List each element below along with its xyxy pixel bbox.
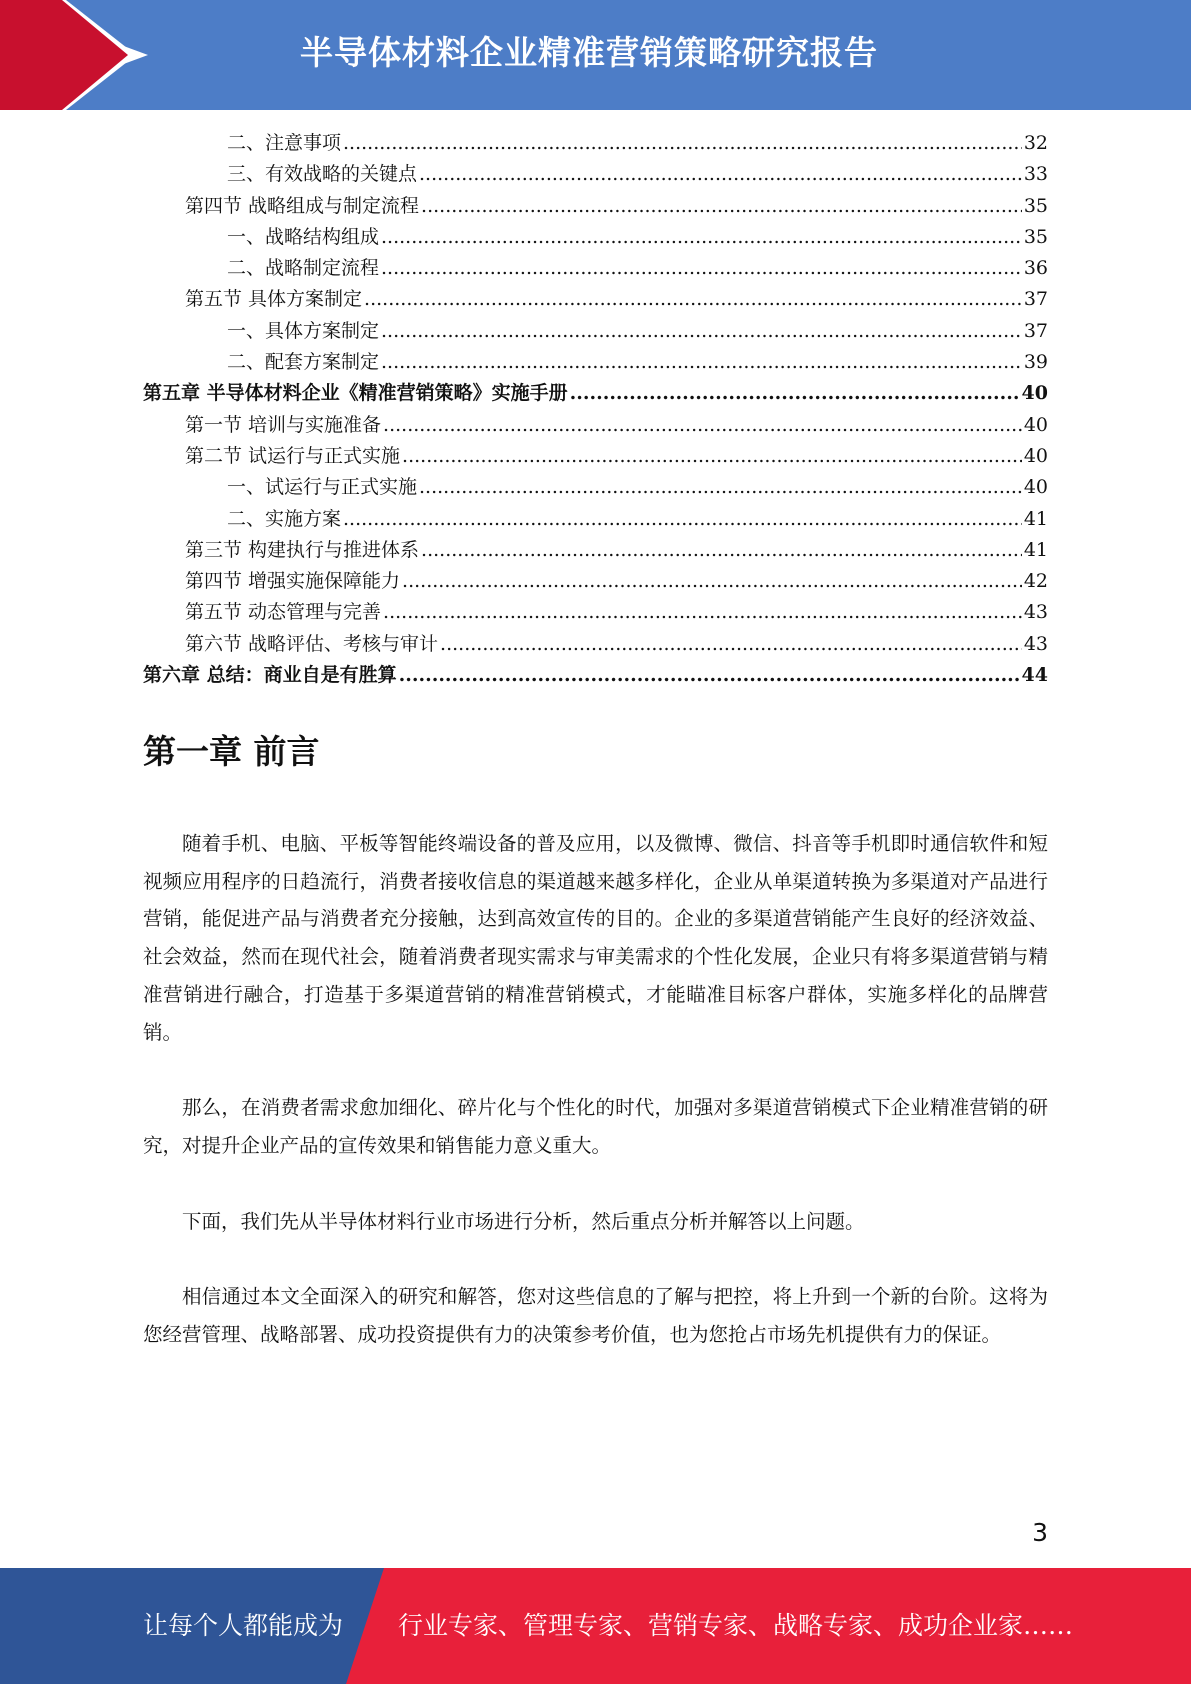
toc-entry-page: 40 (1023, 413, 1048, 436)
toc-entry-label: 第一节 培训与实施准备 (185, 413, 382, 436)
toc-entry-page: 41 (1023, 507, 1048, 530)
toc-dot-leader (421, 191, 1022, 222)
toc-entry-page: 40 (1021, 382, 1048, 405)
toc-entry-page: 32 (1023, 132, 1048, 154)
toc-entry[interactable] (143, 535, 1048, 566)
toc-entry-label: 二、注意事项 (227, 132, 342, 154)
toc-entry-label: 第二节 试运行与正式实施 (185, 444, 401, 467)
chapter-body (143, 825, 1048, 1392)
toc-entry-label: 第六章 总结：商业自是有胜算 (143, 664, 397, 687)
toc-entry-page: 42 (1023, 570, 1048, 593)
report-title: 半导体材料企业精准营销策略研究报告 (300, 33, 878, 72)
toc-entry[interactable] (143, 159, 1048, 190)
toc-dot-leader (440, 629, 1022, 660)
toc-dot-leader (421, 535, 1022, 566)
toc-dot-leader (402, 441, 1022, 472)
body-paragraph: 相信通过本文全面深入的研究和解答，您对这些信息的了解与把控，将上升到一个新的台阶。这将为您经营管理、战略部署、成功投资提供有力的决策参考价值，也为您抢占市场先机提供有力的保证。 (143, 1285, 1048, 1347)
table-of-contents (143, 128, 1048, 691)
toc-entry-page: 44 (1021, 664, 1048, 687)
toc-entry[interactable] (143, 378, 1048, 409)
page-number: 3 (1032, 1518, 1048, 1547)
body-paragraph: 下面，我们先从半导体材料行业市场进行分析，然后重点分析并解答以上问题。 (182, 1209, 865, 1233)
toc-dot-leader (343, 128, 1022, 159)
footer-slogan-right: 行业专家、管理专家、营销专家、战略专家、成功企业家…… (398, 1611, 1074, 1640)
toc-entry[interactable] (143, 410, 1048, 441)
toc-entry-label: 二、实施方案 (227, 507, 342, 530)
toc-entry-label: 三、有效战略的关键点 (227, 163, 418, 186)
body-paragraph: 随着手机、电脑、平板等智能终端设备的普及应用，以及微博、微信、抖音等手机即时通信软件和短视频应用程序的日趋流行，消费者接收信息的渠道越来越多样化，企业从单渠道转换为多渠道对产品进行营销，能促进产品与消费者充分接触，达到高效宣传的目的。企业的多渠道营销能产生良好的经济效益、社会效益，然而在现代社会，随着消费者现实需求与审美需求的个性化发展，企业只有将多渠道营销与精准营销进行融合，打造基于多渠道营销的精准营销模式，才能瞄准目标客户群体，实施多样化的品牌营销。 (143, 832, 1048, 1044)
chapter-heading: 第一章 前言 (143, 732, 320, 771)
toc-entry-label: 一、试运行与正式实施 (227, 476, 418, 499)
toc-entry-label: 第六节 战略评估、考核与审计 (185, 632, 439, 655)
page-header (0, 0, 1191, 110)
toc-entry-label: 二、配套方案制定 (227, 351, 380, 374)
toc-entry-page: 40 (1023, 476, 1048, 499)
toc-entry[interactable] (143, 128, 1048, 159)
toc-dot-leader (570, 378, 1020, 409)
toc-entry[interactable] (143, 629, 1048, 660)
toc-entry-label: 第五节 具体方案制定 (185, 288, 363, 311)
footer-slogan-left: 让每个人都能成为 (143, 1611, 344, 1640)
page-footer (0, 1568, 1191, 1684)
toc-entry-page: 41 (1023, 538, 1048, 561)
toc-entry[interactable] (143, 222, 1048, 253)
toc-entry-label: 第五章 半导体材料企业《精准营销策略》实施手册 (143, 382, 568, 405)
toc-entry-label: 第四节 战略组成与制定流程 (185, 194, 420, 217)
toc-entry-page: 43 (1023, 601, 1048, 624)
toc-entry-label: 一、战略结构组成 (227, 225, 380, 248)
toc-entry-page: 35 (1023, 194, 1048, 217)
toc-dot-leader (343, 504, 1022, 535)
toc-entry-page: 33 (1023, 163, 1048, 186)
toc-entry-page: 39 (1023, 351, 1048, 374)
toc-dot-leader (419, 159, 1022, 190)
toc-dot-leader (381, 222, 1022, 253)
toc-entry[interactable] (143, 284, 1048, 315)
toc-entry[interactable] (143, 441, 1048, 472)
toc-entry-page: 37 (1023, 288, 1048, 311)
toc-dot-leader (402, 566, 1022, 597)
toc-dot-leader (381, 347, 1022, 378)
toc-dot-leader (383, 597, 1022, 628)
toc-dot-leader (364, 284, 1022, 315)
toc-entry-page: 36 (1023, 257, 1048, 280)
toc-entry-label: 第三节 构建执行与推进体系 (185, 538, 420, 561)
toc-entry-label: 第四节 增强实施保障能力 (185, 570, 401, 593)
toc-dot-leader (383, 410, 1022, 441)
toc-dot-leader (399, 660, 1020, 691)
toc-entry-label: 二、战略制定流程 (227, 257, 380, 280)
toc-entry[interactable] (143, 660, 1048, 691)
toc-entry[interactable] (143, 504, 1048, 535)
toc-entry-page: 37 (1023, 319, 1048, 342)
toc-entry[interactable] (143, 597, 1048, 628)
toc-entry[interactable] (143, 566, 1048, 597)
toc-entry[interactable] (143, 347, 1048, 378)
toc-dot-leader (419, 472, 1022, 503)
toc-entry[interactable] (143, 253, 1048, 284)
toc-dot-leader (381, 253, 1022, 284)
toc-entry-label: 一、具体方案制定 (227, 319, 380, 342)
toc-entry-page: 40 (1023, 444, 1048, 467)
toc-entry-page: 35 (1023, 225, 1048, 248)
toc-entry[interactable] (143, 191, 1048, 222)
header-chevron-decoration (0, 0, 160, 110)
toc-dot-leader (381, 316, 1022, 347)
toc-entry-page: 43 (1023, 632, 1048, 655)
body-paragraph: 那么，在消费者需求愈加细化、碎片化与个性化的时代，加强对多渠道营销模式下企业精准营销的研究，对提升企业产品的宣传效果和销售能力意义重大。 (143, 1096, 1048, 1157)
toc-entry[interactable] (143, 472, 1048, 503)
toc-entry-label: 第五节 动态管理与完善 (185, 601, 382, 624)
toc-entry[interactable] (143, 316, 1048, 347)
